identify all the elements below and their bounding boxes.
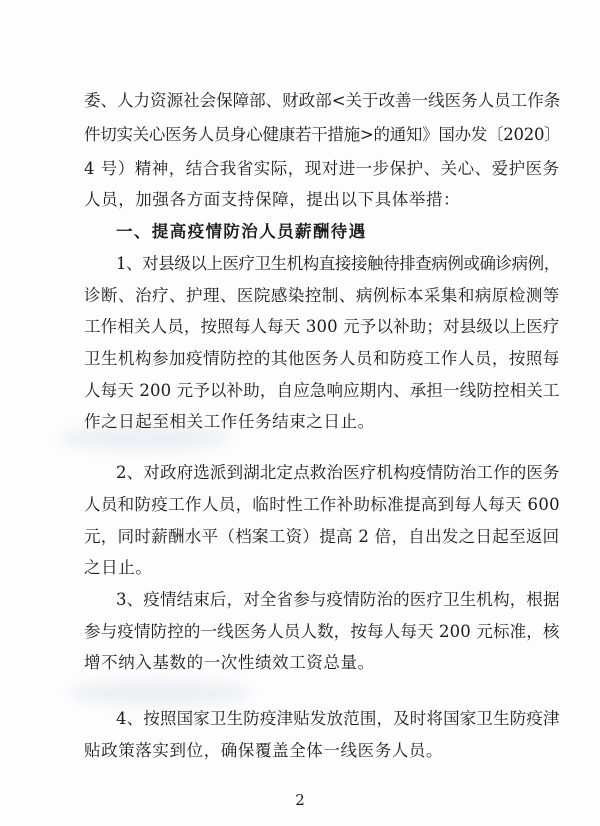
intro-line-4: 人员，加强各方面支持保障，提出以下具体举措：: [84, 190, 461, 209]
section-heading: 一、提高疫情防治人员薪酬待遇: [116, 222, 367, 241]
item2-line-3: 元，同时薪酬水平（档案工资）提高 2 倍，自出发之日起至返回: [84, 527, 560, 546]
page-number: 2: [295, 791, 305, 809]
item4-line-1: 4、按照国家卫生防疫津贴发放范围，及时将国家卫生防疫津: [116, 709, 560, 728]
item1-line-2: 诊断、治疗、护理、医院感染控制、病例标本采集和病原检测等: [84, 286, 560, 305]
item1-line-3: 工作相关人员，按照每人每天 300 元予以补助；对县级以上医疗: [84, 317, 560, 336]
item3-line-1: 3、疫情结束后，对全省参与疫情防治的医疗卫生机构，根据: [116, 590, 560, 609]
item1-line-6: 作之日起至相关工作任务结束之日止。: [84, 412, 375, 431]
item3-line-2: 参与疫情防控的一线医务人员人数，按每人每天 200 元标准，核: [84, 622, 560, 641]
intro-line-2: 件切实关心医务人员身心健康若干措施>的通知》国办发〔2020〕: [84, 125, 561, 144]
item3-line-3: 增不纳入基数的一次性绩效工资总量。: [84, 653, 375, 672]
item2-line-1: 2、对政府选派到湖北定点救治医疗机构疫情防治工作的医务: [116, 463, 560, 482]
item2-line-2: 人员和防疫工作人员，临时性工作补助标准提高到每人每天 600: [84, 495, 560, 514]
item1-line-5: 人每天 200 元予以补助，自应急响应期内、承担一线防控相关工: [84, 381, 560, 400]
item1-line-1: 1、对县级以上医疗卫生机构直接接触待排查病例或确诊病例，: [116, 254, 560, 273]
intro-line-1: 委、人力资源社会保障部、财政部<关于改善一线医务人员工作条: [84, 91, 561, 110]
intro-line-3: 4 号）精神，结合我省实际，现对进一步保护、关心、爱护医务: [84, 159, 560, 178]
scan-smudge: [70, 680, 250, 706]
item1-line-4: 卫生机构参加疫情防控的其他医务人员和防疫工作人员，按照每: [84, 349, 560, 368]
item2-line-4: 之日止。: [84, 558, 153, 577]
item4-line-2: 贴政策落实到位，确保覆盖全体一线医务人员。: [84, 741, 444, 760]
